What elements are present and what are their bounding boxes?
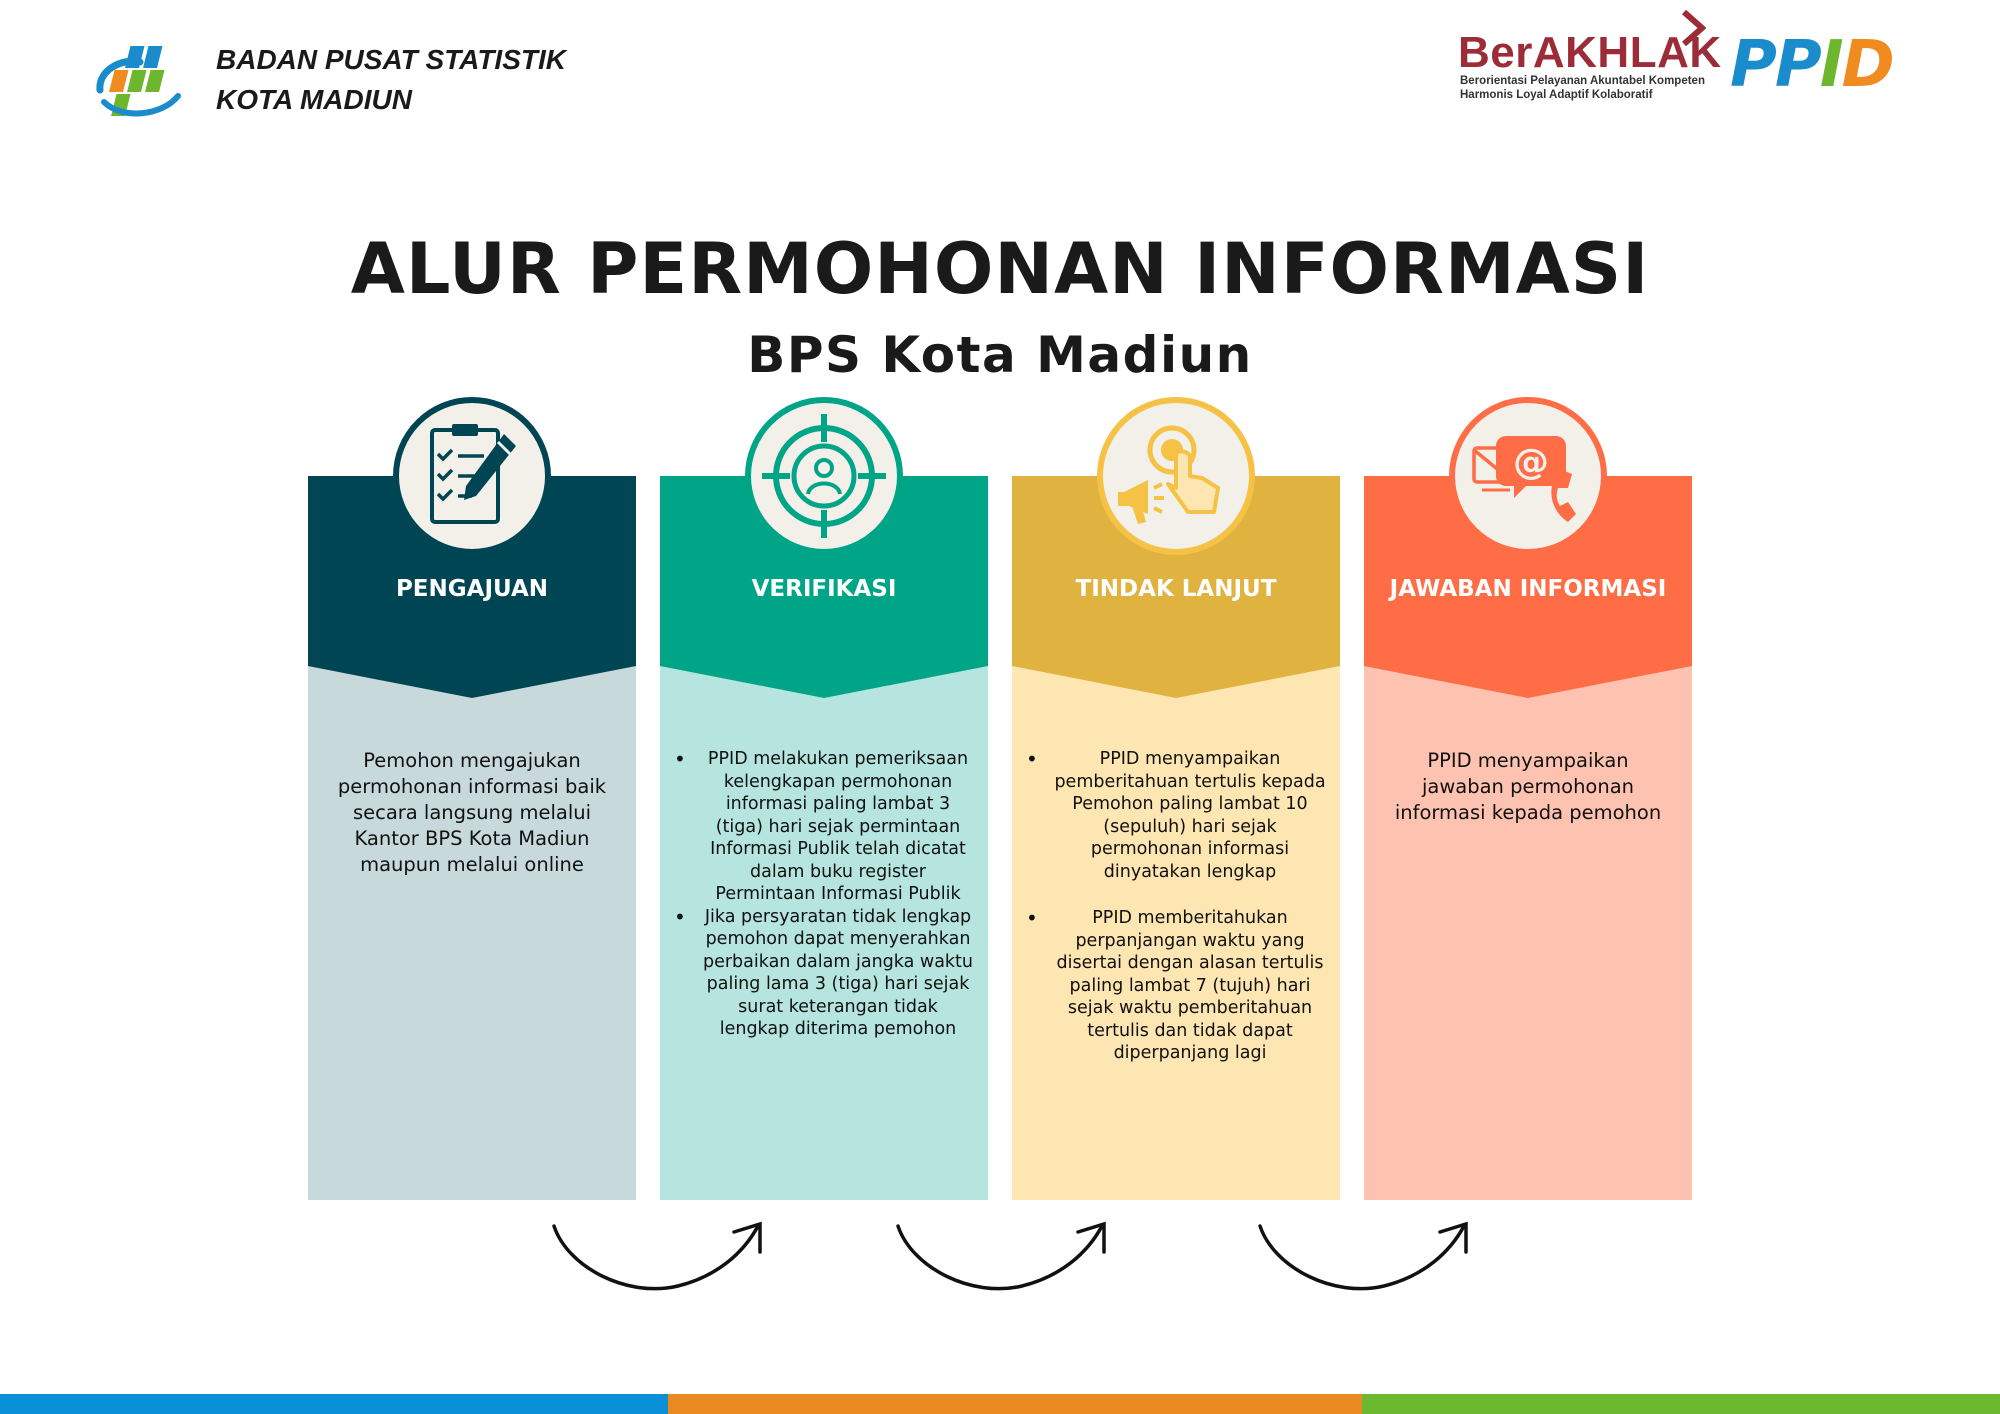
berakhlak-tagline-2: Harmonis Loyal Adaptif Kolaboratif [1460, 89, 1653, 101]
page-title: ALUR PERMOHONAN INFORMASI [350, 228, 1650, 310]
step-jawaban-informasi [1364, 476, 1692, 1200]
arrow-curved-right-icon [548, 1218, 768, 1298]
berakhlak-title: BerAKHLAK [1458, 28, 1722, 77]
step-body [308, 664, 636, 1200]
org-line-1: BADAN PUSAT STATISTIK [216, 44, 566, 75]
svg-text:@: @ [1513, 442, 1549, 483]
bottom-bar-orange [668, 1394, 1362, 1414]
step-verifikasi [660, 476, 988, 1200]
arrow-curved-right-icon [892, 1218, 1112, 1298]
step-bullet: • PPID menyampaikan pemberitahuan tertulis kepada Pemohon paling lambat 10 (sepuluh) hari sejak permohonan informasi dinyatakan lengkap [1026, 748, 1326, 883]
step-label: JAWABAN INFORMASI [1389, 576, 1667, 602]
ppid-logo-icon [1730, 30, 1900, 94]
arrow-curved-right-icon [1254, 1218, 1474, 1298]
step-label: VERIFIKASI [751, 576, 897, 602]
megaphone-click-icon [1096, 396, 1256, 556]
step-bullet: • Jika persyaratan tidak lengkap pemohon dapat menyerahkan perbaikan dalam jangka waktu paling lama 3 (tiga) hari sejak surat keterangan tidak lengkap diterima pemohon [674, 906, 974, 1041]
step-tindak-lanjut [1012, 476, 1340, 1200]
step-label: PENGAJUAN [395, 576, 549, 602]
organization-name [216, 40, 566, 120]
bottom-bar-blue [0, 1394, 668, 1414]
page-subtitle: BPS Kota Madiun [747, 326, 1253, 384]
step-body [1364, 664, 1692, 1200]
bottom-bar-green [1362, 1394, 2000, 1414]
step-description: PPID menyampaikan jawaban permohonan informasi kepada pemohon [1394, 749, 1662, 824]
step-bullet: • PPID memberitahukan perpanjangan waktu yang disertai dengan alasan tertulis paling lambat 7 (tujuh) hari sejak waktu pemberitahuan tertulis dan tidak dapat diperpanjang lagi [1026, 907, 1326, 1065]
step-pengajuan [308, 476, 636, 1200]
step-label: TINDAK LANJUT [1075, 576, 1277, 602]
form-pen-icon [392, 396, 552, 556]
email-phone-icon [1448, 396, 1608, 556]
step-description: Pemohon mengajukan permohonan informasi baik secara langsung melalui Kantor BPS Kota Madiun maupun melalui online [337, 749, 607, 876]
berakhlak-tagline-1: Berorientasi Pelayanan Akuntabel Kompeten [1460, 75, 1705, 87]
step-bullet: • PPID melakukan pemeriksaan kelengkapan permohonan informasi paling lambat 3 (tiga) hari sejak permintaan Informasi Publik telah dicatat dalam buku register Permintaan Informasi Publik [674, 748, 974, 906]
berakhlak-tagline [1460, 74, 1705, 102]
org-line-2: KOTA MADIUN [216, 84, 412, 115]
step-description [674, 748, 974, 1041]
bps-logo-icon [92, 40, 192, 122]
step-description [1026, 748, 1326, 1065]
ppid-logo-text: PPID [1730, 30, 1893, 94]
berakhlak-logo [1458, 10, 1722, 110]
target-person-icon [744, 396, 904, 556]
